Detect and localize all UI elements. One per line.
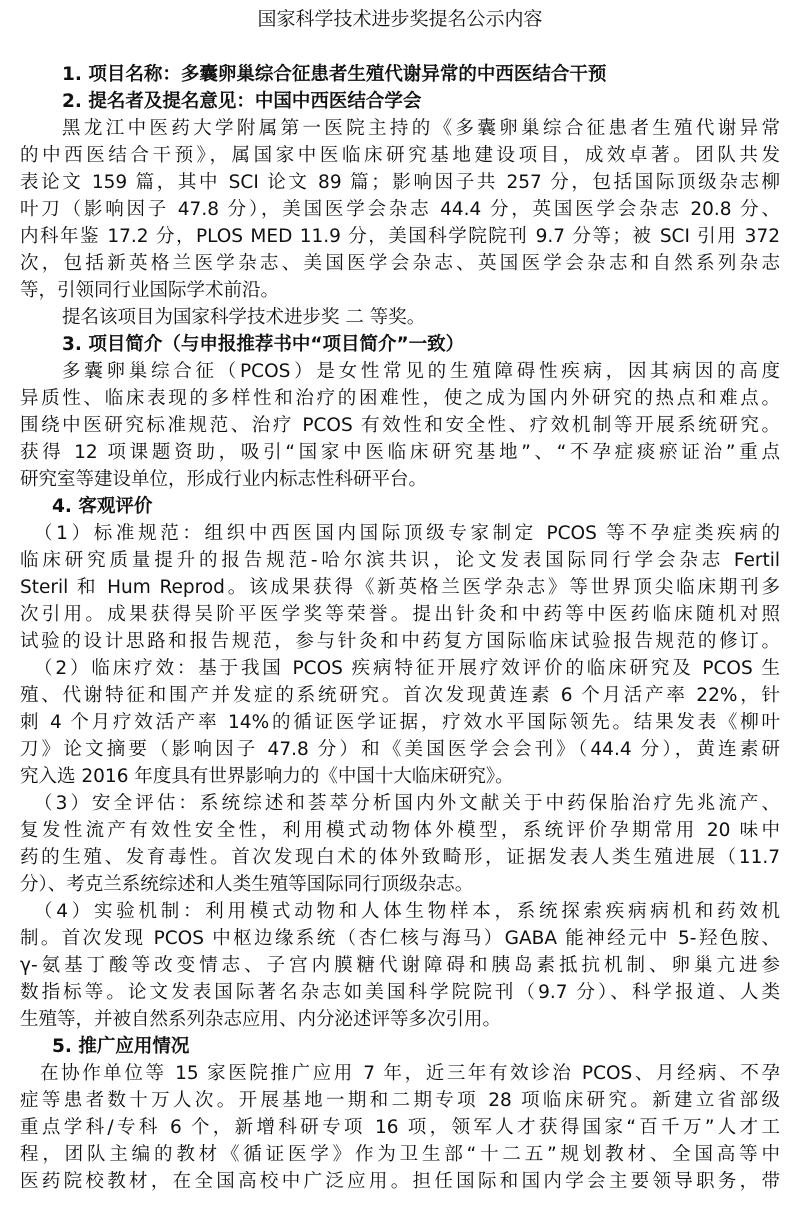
body-line: 症等患者数十万人次。开展基地一期和二期专项 28 项临床研究。新建立省部级 [20, 1090, 780, 1111]
body-line: 表论文 159 篇，其中 SCI 论文 89 篇；影响因子共 257 分，包括国际顶级杂志柳 [20, 172, 780, 193]
body-line: 的中西医结合干预》，属国家中医临床研究基地建设项目，成效卓著。团队共发 [20, 145, 780, 166]
body-line: （4）实验机制：利用模式动物和人体生物样本，系统探索疾病病机和药效机 [34, 901, 780, 922]
body-line: 叶刀（影响因子 47.8 分），美国医学会杂志 44.4 分，英国医学会杂志 20.8 分、 [20, 199, 780, 220]
body-line: （3）安全评估：系统综述和荟萃分析国内外文献关于中药保胎治疗先兆流产、 [34, 793, 780, 814]
body-line: 生殖等，并被自然系列杂志应用、内分泌述评等多次引用。 [20, 1009, 502, 1030]
body-line: γ-氨基丁酸等改变情志、子宫内膜糖代谢障碍和胰岛素抵抗机制、卵巢亢进参 [20, 955, 780, 976]
item-2-heading: 2. 提名者及提名意见：中国中西医结合学会 [62, 91, 422, 112]
body-line: 异质性、临床表现的多样性和治疗的困难性，使之成为国内外研究的热点和难点。 [20, 388, 780, 409]
body-line: 药的生殖、发育毒性。首次发现白术的体外致畸形，证据发表人类生殖进展（11.7 [20, 847, 780, 868]
body-line: 复发性流产有效性安全性，利用模式动物体外模型，系统评价孕期常用 20 味中 [20, 820, 780, 841]
body-line: 获得 12 项课题资助，吸引“国家中医临床研究基地”、“不孕症痰瘀证治”重点 [20, 442, 780, 463]
body-line: 究入选 2016 年度具有世界影响力的《中国十大临床研究》。 [20, 766, 514, 787]
body-line: 分）、考克兰系统综述和人类生殖等国际同行顶级杂志。 [20, 874, 474, 895]
body-line: 在协作单位等 15 家医院推广应用 7 年，近三年有效诊治 PCOS、月经病、不孕 [40, 1063, 780, 1084]
body-line: 次引用。成果获得吴阶平医学奖等荣誉。提出针灸和中药等中医药临床随机对照 [20, 604, 780, 625]
body-line: 内科年鉴 17.2 分，PLOS MED 11.9 分，美国科学院院刊 9.7 分等；被 SCI 引用 372 [20, 226, 780, 247]
body-line: 研究室等建设单位，形成行业内标志性科研平台。 [20, 469, 428, 490]
nomination-line: 提名该项目为国家科学技术进步奖 二 等奖。 [62, 307, 426, 328]
body-line: 等，引领同行业国际学术前沿。 [20, 280, 280, 301]
body-line: 医药院校教材，在全国高校中广泛应用。担任国际和国内学会主要领导职务，带 [20, 1171, 780, 1192]
body-line: 重点学科/专科 6 个，新增科研专项 16 项，领军人才获得国家“百千万”人才工 [20, 1117, 780, 1138]
body-line: Steril 和 Hum Reprod。该成果获得《新英格兰医学杂志》等世界顶尖临床期刊多 [20, 577, 780, 598]
item-4-heading: 4. 客观评价 [52, 496, 153, 517]
body-line: 刀》论文摘要（影响因子 47.8 分）和《美国医学会会刊》（44.4 分），黄连素研 [20, 739, 780, 760]
page-title: 国家科学技术进步奖提名公示内容 [257, 8, 543, 30]
body-line: 刺 4 个月疗效活产率 14%的循证医学证据，疗效水平国际领先。结果发表《柳叶 [20, 712, 780, 733]
body-line: 殖、代谢特征和围产并发症的系统研究。首次发现黄连素 6 个月活产率 22%，针 [20, 685, 780, 706]
body-line: 黑龙江中医药大学附属第一医院主持的《多囊卵巢综合征患者生殖代谢异常 [62, 118, 780, 139]
body-line: 程，团队主编的教材《循证医学》作为卫生部“十二五”规划教材、全国高等中 [20, 1144, 780, 1165]
body-line: 临床研究质量提升的报告规范-哈尔滨共识，论文发表国际同行学会杂志 Fertil [20, 550, 780, 571]
body-line: 试验的设计思路和报告规范，参与针灸和中药复方国际临床试验报告规范的修订。 [20, 631, 780, 652]
body-line: 多囊卵巢综合征（PCOS）是女性常见的生殖障碍性疾病，因其病因的高度 [62, 361, 780, 382]
body-line: （1）标准规范：组织中西医国内国际顶级专家制定 PCOS 等不孕症类疾病的 [34, 523, 780, 544]
item-5-heading: 5. 推广应用情况 [52, 1036, 190, 1057]
item-1-heading: 1. 项目名称：多囊卵巢综合征患者生殖代谢异常的中西医结合干预 [62, 64, 607, 85]
item-3-heading: 3. 项目简介（与申报推荐书中“项目简介”一致） [62, 334, 465, 355]
body-line: 制。首次发现 PCOS 中枢边缘系统（杏仁核与海马）GABA 能神经元中 5-羟色胺、 [20, 928, 780, 949]
body-line: 数指标等。论文发表国际著名杂志如美国科学院院刊（9.7 分）、科学报道、人类 [20, 982, 780, 1003]
body-line: 次，包括新英格兰医学杂志、美国医学会杂志、英国医学会杂志和自然系列杂志 [20, 253, 780, 274]
body-line: （2）临床疗效：基于我国 PCOS 疾病特征开展疗效评价的临床研究及 PCOS 生 [34, 658, 780, 679]
body-line: 围绕中医研究标准规范、治疗 PCOS 有效性和安全性、疗效机制等开展系统研究。 [20, 415, 780, 436]
